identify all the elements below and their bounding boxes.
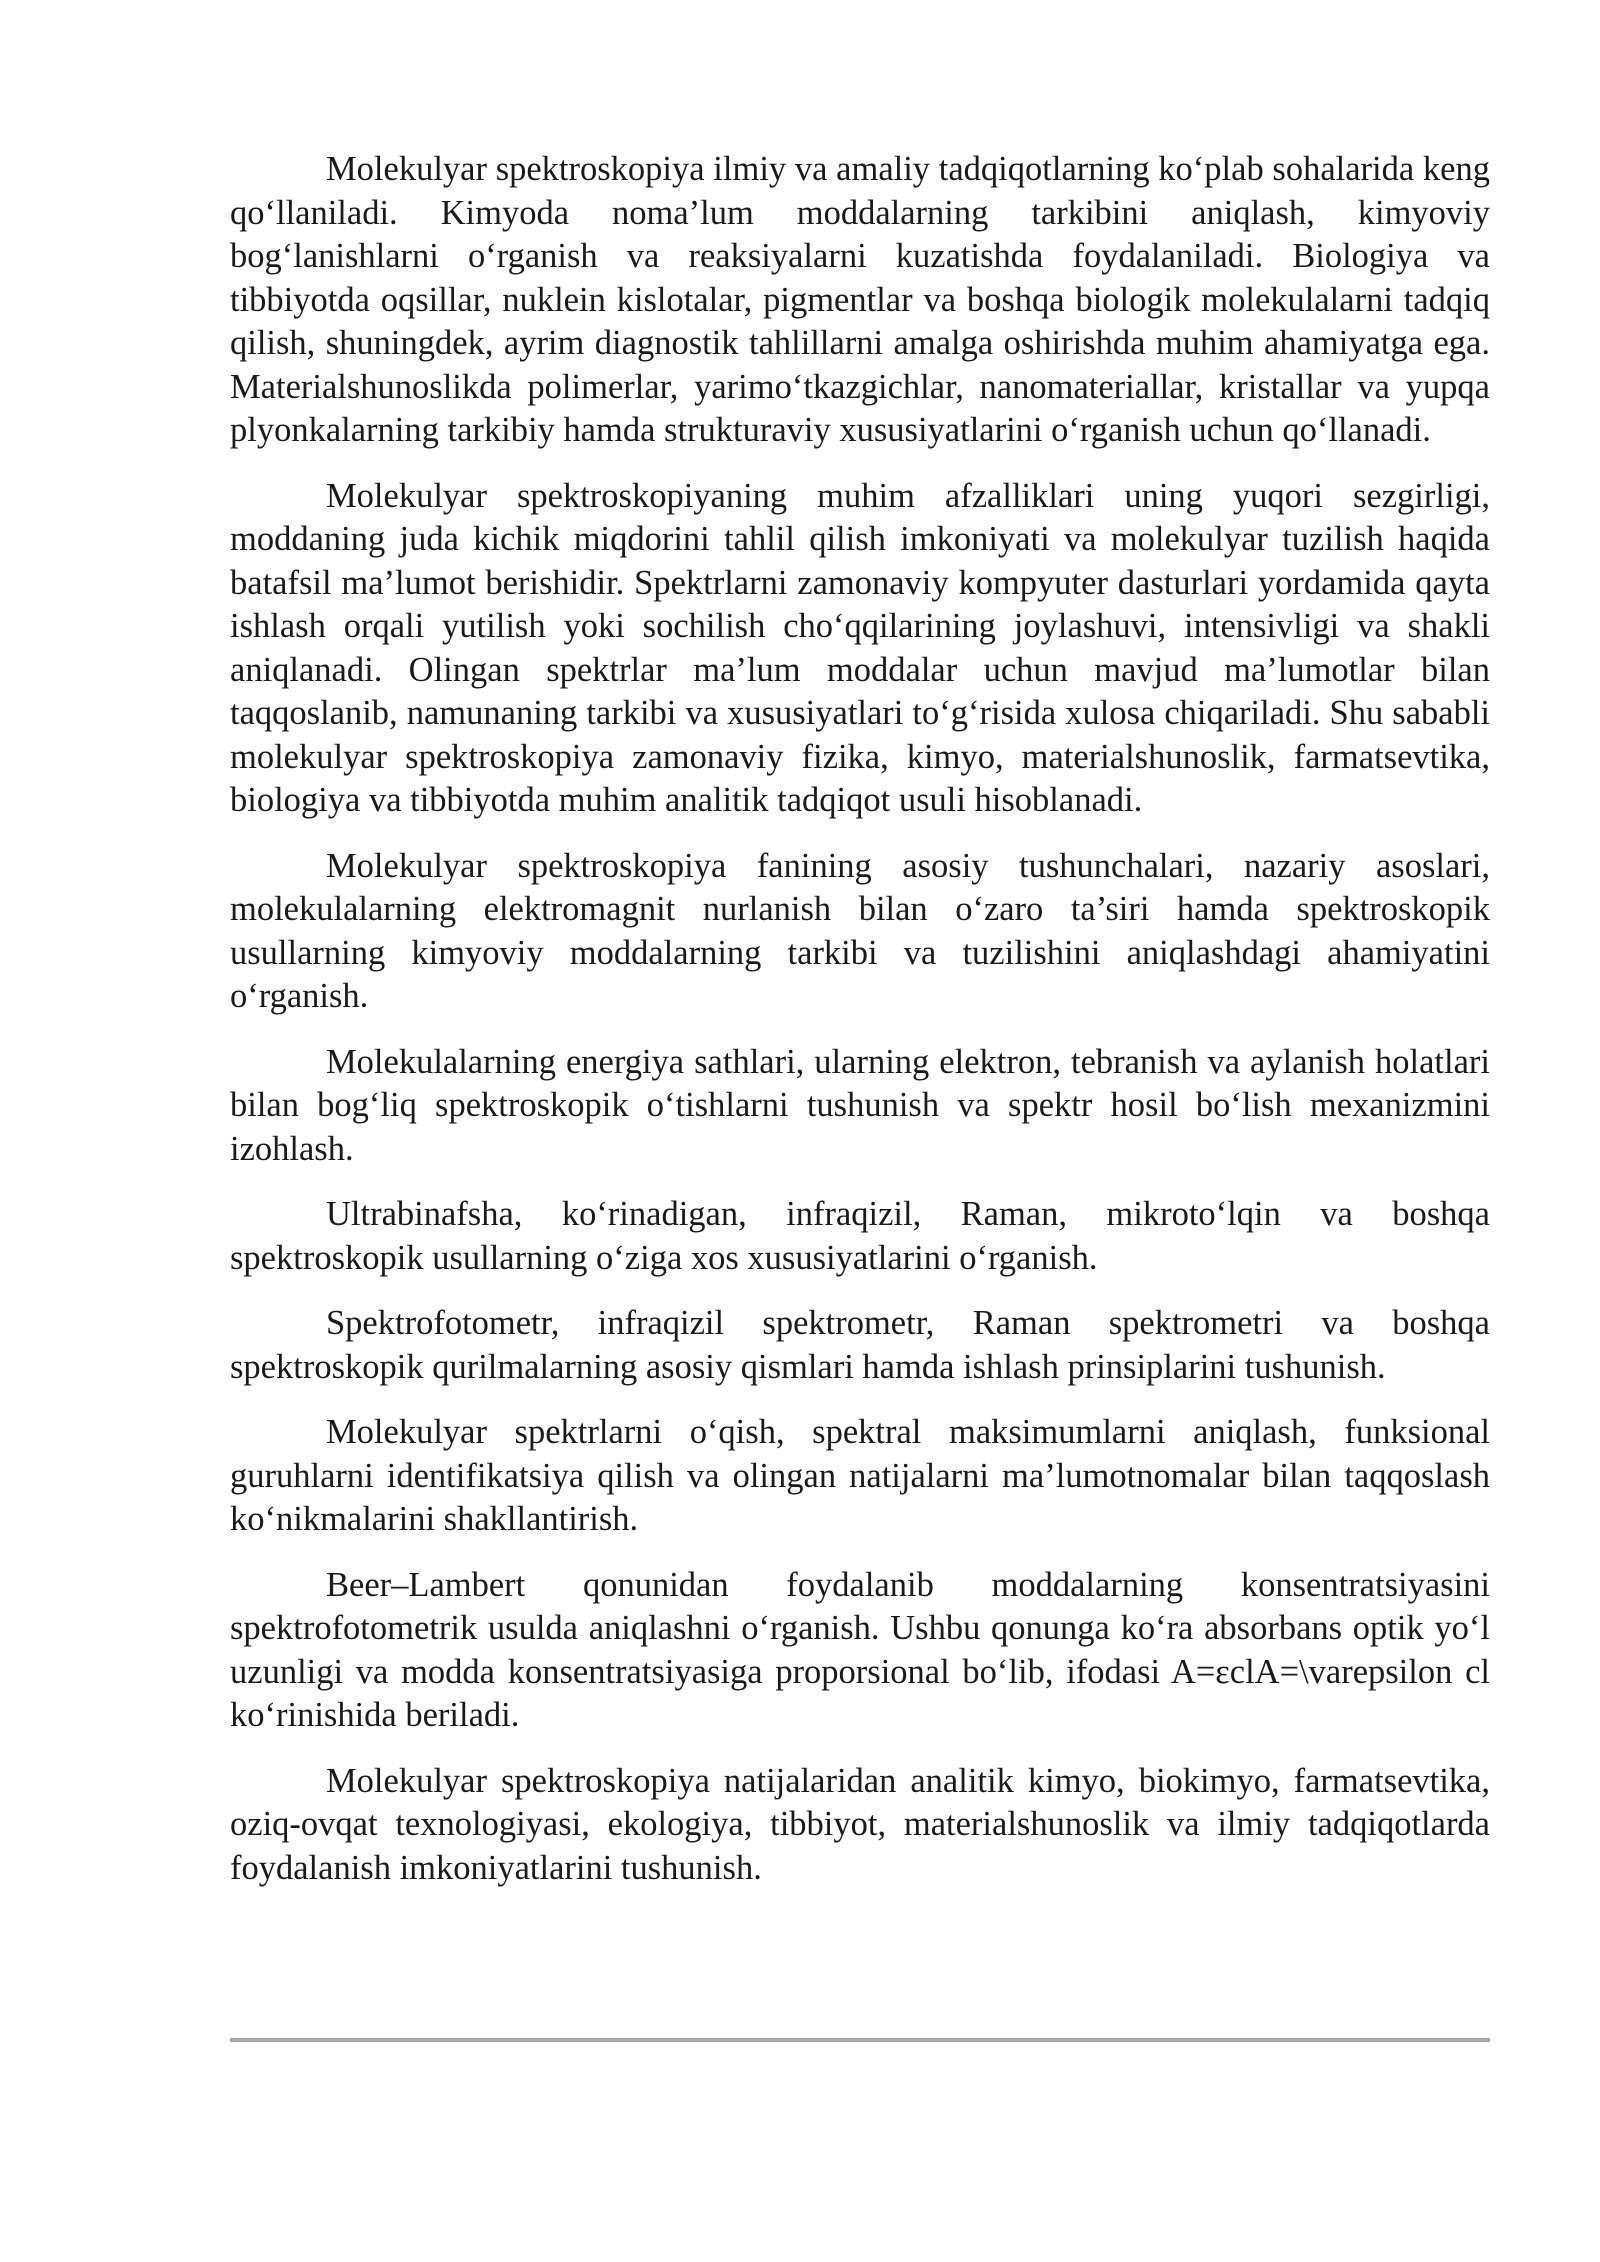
paragraph-7: Molekulyar spektrlarni o‘qish, spektral maksimumlarni aniqlash, funksional guruhlarni identifikatsiya qilish va olingan natijalarni ma’lumotnomalar bilan taqqoslash ko‘nikmalarini shakllantirish. [230, 1413, 1490, 1538]
paragraph-3: Molekulyar spektroskopiya fanining asosiy tushunchalari, nazariy asoslari, molekulalarning elektromagnit nurlanish bilan o‘zaro ta’siri hamda spektroskopik usullarning kimyoviy moddalarning tarkibi va tuzilishini aniqlashdagi ahamiyatini o‘rganish. [230, 846, 1490, 1015]
paragraph-5: Ultrabinafsha, ko‘rinadigan, infraqizil, Raman, mikroto‘lqin va boshqa spektroskopik usullarning o‘ziga xos xususiyatlarini o‘rganish. [230, 1195, 1490, 1277]
paragraph-4: Molekulalarning energiya sathlari, ularning elektron, tebranish va aylanish holatlari bilan bog‘liq spektroskopik o‘tishlarni tushunish va spektr hosil bo‘lish mexanizmini izohlash. [230, 1042, 1490, 1168]
paragraph-1: Molekulyar spektroskopiya ilmiy va amaliy tadqiqotlarning ko‘plab sohalarida keng qo‘llaniladi. Kimyoda noma’lum moddalarning tarkibini aniqlash, kimyoviy bog‘lanishlarni o‘rganish va reaksiyalarni kuzatishda foydalaniladi. Biologiya va tibbiyotda oqsillar, nuklein kislotalar, pigmentlar va boshqa biologik molekulalarni tadqiq qilish, shuningdek, ayrim diagnostik tahlillarni amalga oshirishda muhim ahamiyatga ega. Materialshunoslikda polimerlar, yarimo‘tkazgichlar, nanomateriallar, kristallar va yupqa plyonkalarning tarkibiy hamda strukturaviy xususiyatlarini o‘rganish uchun qo‘llanadi. [230, 150, 1490, 449]
paragraph-6: Spektrofotometr, infraqizil spektrometr, Raman spektrometri va boshqa spektroskopik qurilmalarning asosiy qismlari hamda ishlash prinsiplarini tushunish. [230, 1304, 1490, 1386]
document-body [230, 148, 1490, 1912]
paragraph-2: Molekulyar spektroskopiyaning muhim afzalliklari uning yuqori sezgirligi, moddaning juda kichik miqdorini tahlil qilish imkoniyati va molekulyar tuzilish haqida batafsil ma’lumot berishidir. Spektrlarni zamonaviy kompyuter dasturlari yordamida qayta ishlash orqali yutilish yoki sochilish cho‘qqilarining joylashuvi, intensivligi va shakli aniqlanadi. Olingan spektrlar ma’lum moddalar uchun mavjud ma’lumotlar bilan taqqoslanib, namunaning tarkibi va xususiyatlari to‘g‘risida xulosa chiqariladi. Shu sababli molekulyar spektroskopiya zamonaviy fizika, kimyo, materialshunoslik, farmatsevtika, biologiya va tibbiyotda muhim analitik tadqiqot usuli hisoblanadi. [230, 476, 1490, 819]
horizontal-divider [230, 2038, 1490, 2042]
paragraph-9: Molekulyar spektroskopiya natijalaridan analitik kimyo, biokimyo, farmatsevtika, oziq-ovqat texnologiyasi, ekologiya, tibbiyot, materialshunoslik va ilmiy tadqiqotlarda foydalanish imkoniyatlarini tushunish. [230, 1761, 1490, 1887]
paragraph-8: Beer–Lambert qonunidan foydalanib moddalarning konsentratsiyasini spektrofotometrik usulda aniqlashni o‘rganish. Ushbu qonunga ko‘ra absorbans optik yo‘l uzunligi va modda konsentratsiyasiga proporsional bo‘lib, ifodasi A=εclA=\varepsilon cl ko‘rinishida beriladi. [230, 1565, 1490, 1734]
